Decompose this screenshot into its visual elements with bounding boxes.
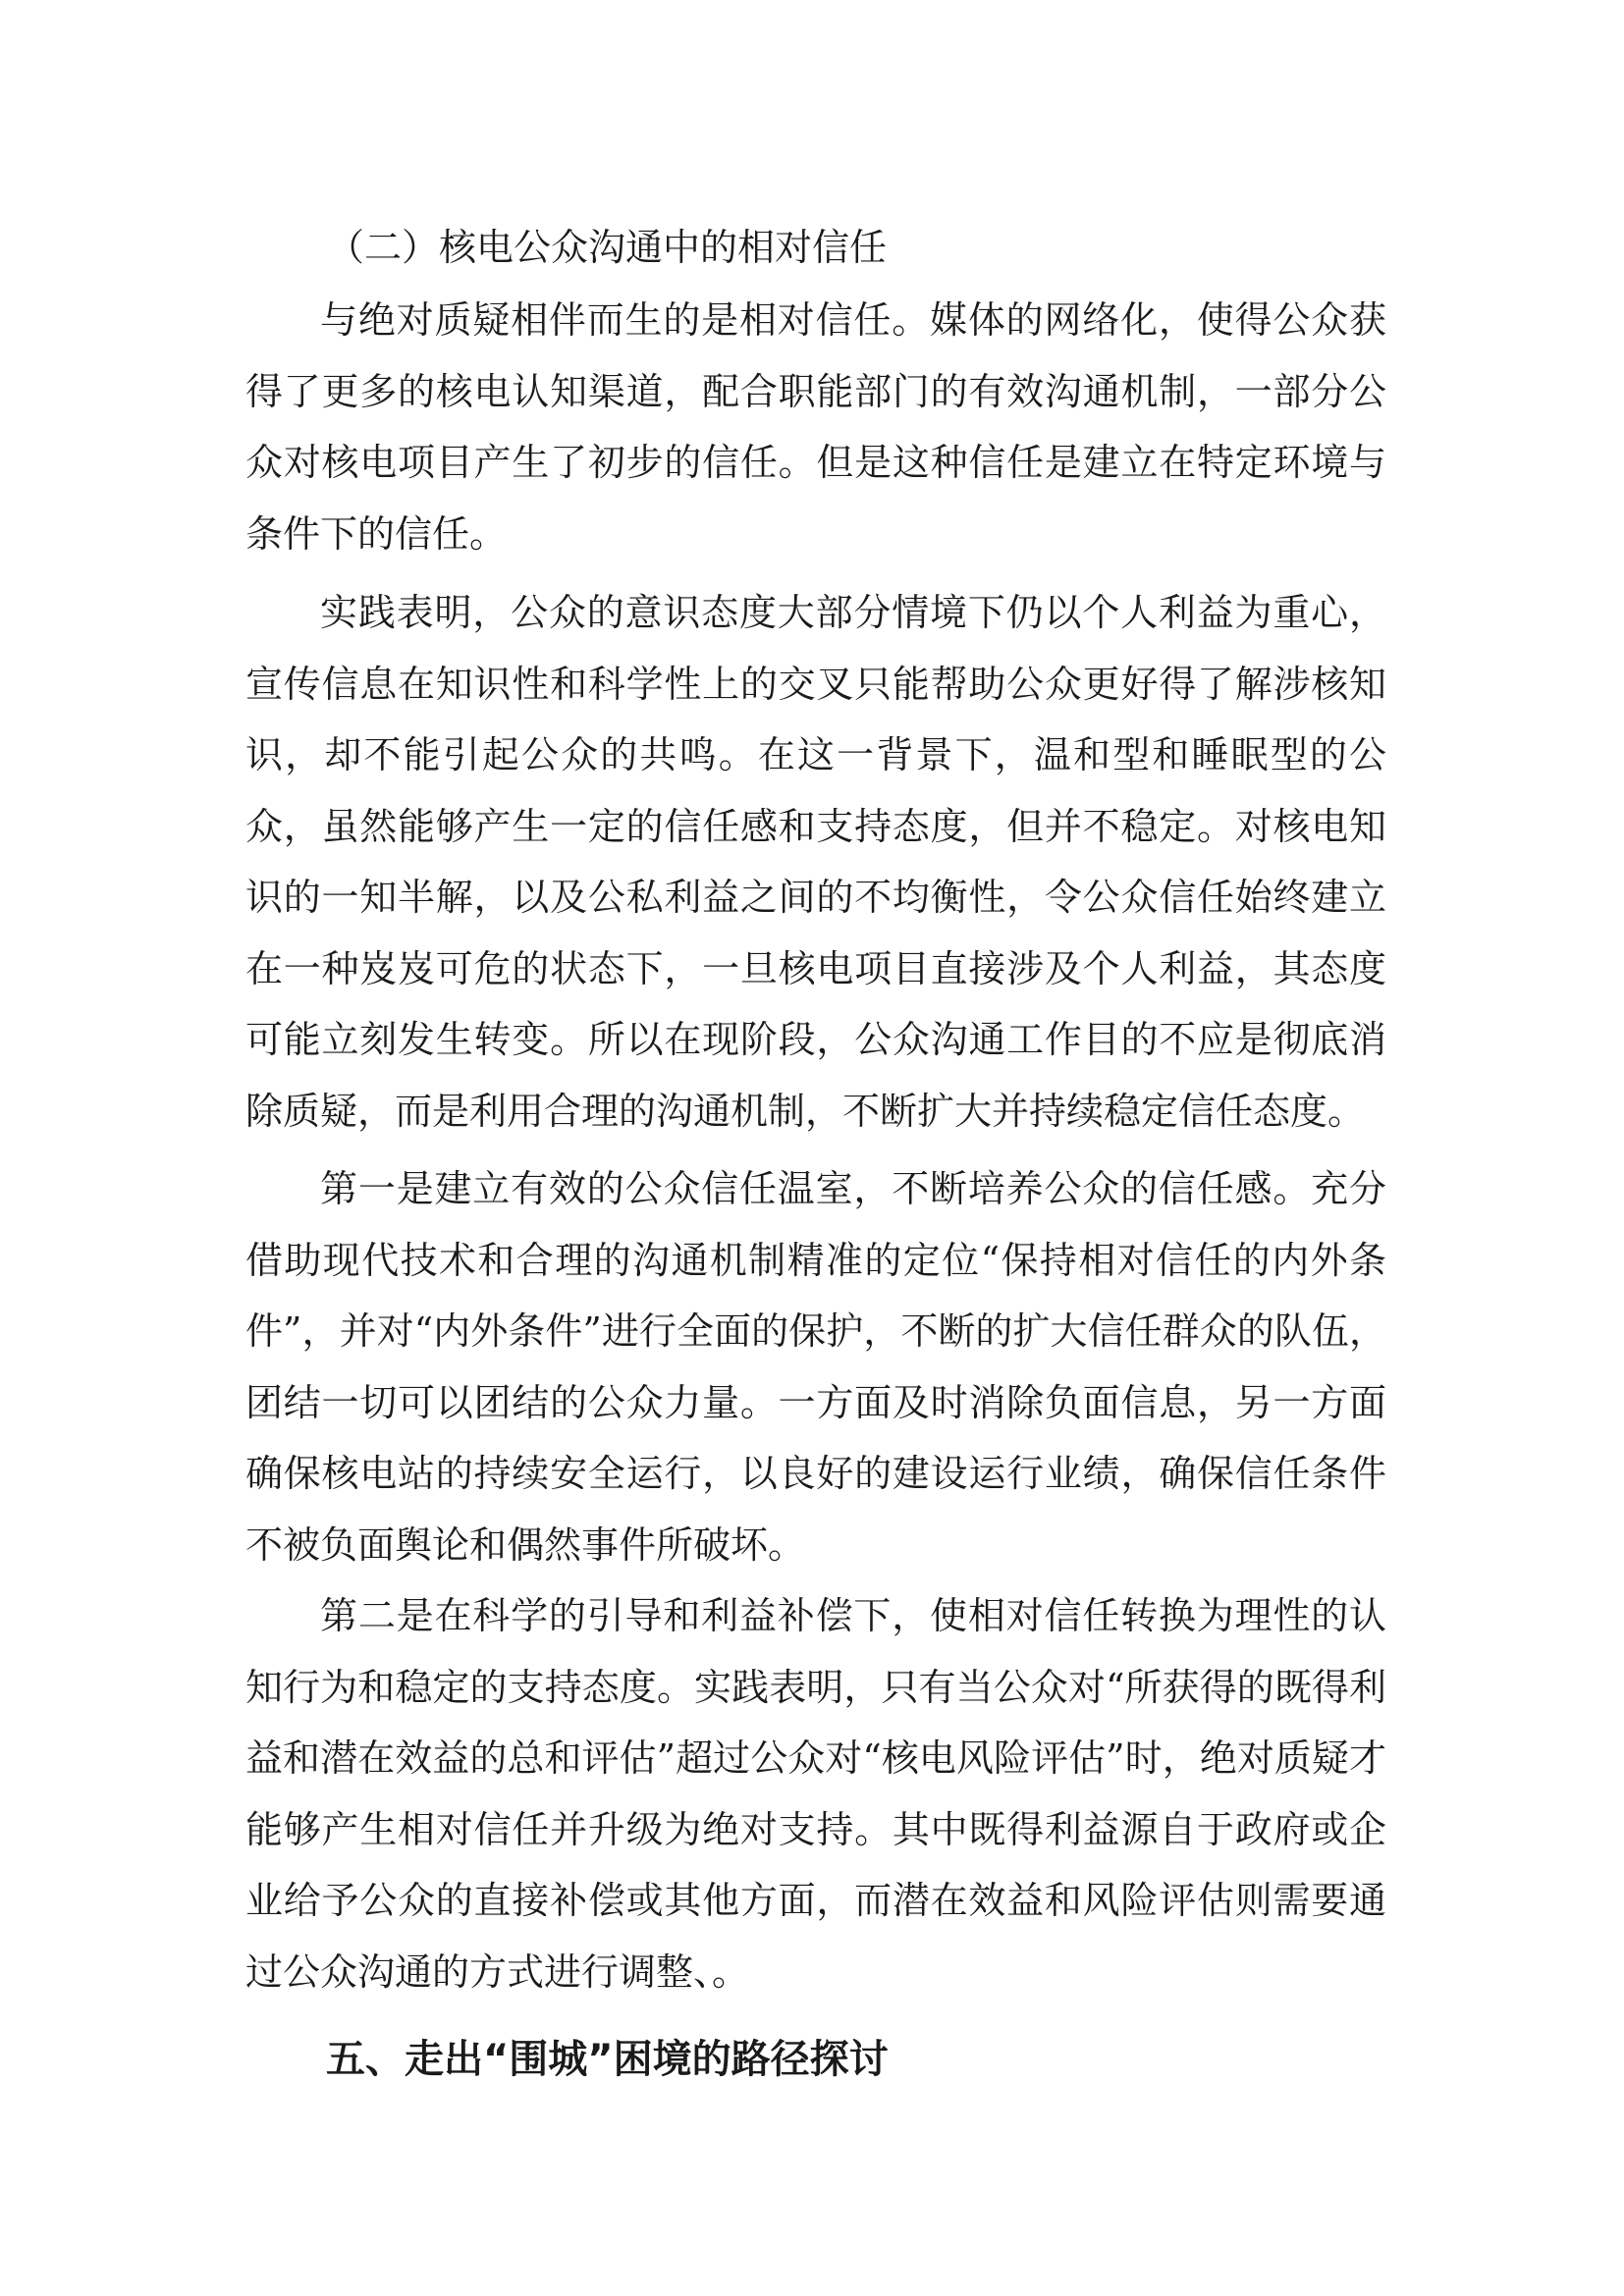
paragraph-relative-trust-intro: 与绝对质疑相伴而生的是相对信任。媒体的网络化，使得公众获得了更多的核电认知渠道，配合职能部门的有效沟通机制，一部分公众对核电项目产生了初步的信任。但是这种信任是建立在特定环境与条件下的信任。 — [245, 298, 1386, 556]
section-heading: 五、走出“围城”困境的路径探讨 — [326, 2037, 889, 2082]
subsection-heading: （二）核电公众沟通中的相对信任 — [327, 226, 888, 269]
paragraph-practice-shows: 实践表明，公众的意识态度大部分情境下仍以个人利益为重心，宣传信息在知识性和科学性上的交叉只能帮助公众更好得了解涉核知识，却不能引起公众的共鸣。在这一背景下，温和型和睡眠型的公众，虽然能够产生一定的信任感和支持态度，但并不稳定。对核电知识的一知半解，以及公私利益之间的不均衡性，令公众信任始终建立在一种岌岌可危的状态下，一旦核电项目直接涉及个人利益，其态度可能立刻发生转变。所以在现阶段，公众沟通工作目的不应是彻底消除质疑，而是利用合理的沟通机制，不断扩大并持续稳定信任态度。 — [245, 591, 1386, 1133]
paragraph-second-point: 第二是在科学的引导和利益补偿下，使相对信任转换为理性的认知行为和稳定的支持态度。实践表明，只有当公众对“所获得的既得利益和潜在效益的总和评估”超过公众对“核电风险评估”时，绝对质疑才能够产生相对信任并升级为绝对支持。其中既得利益源自于政府或企业给予公众的直接补偿或其他方面，而潜在效益和风险评估则需要通过公众沟通的方式进行调整、。 — [245, 1594, 1386, 1994]
paragraph-first-point: 第一是建立有效的公众信任温室，不断培养公众的信任感。充分借助现代技术和合理的沟通机制精准的定位“保持相对信任的内外条件”，并对“内外条件”进行全面的保护，不断的扩大信任群众的队伍，团结一切可以团结的公众力量。一方面及时消除负面信息，另一方面确保核电站的持续安全运行，以良好的建设运行业绩，确保信任条件不被负面舆论和偶然事件所破坏。 — [245, 1167, 1386, 1567]
